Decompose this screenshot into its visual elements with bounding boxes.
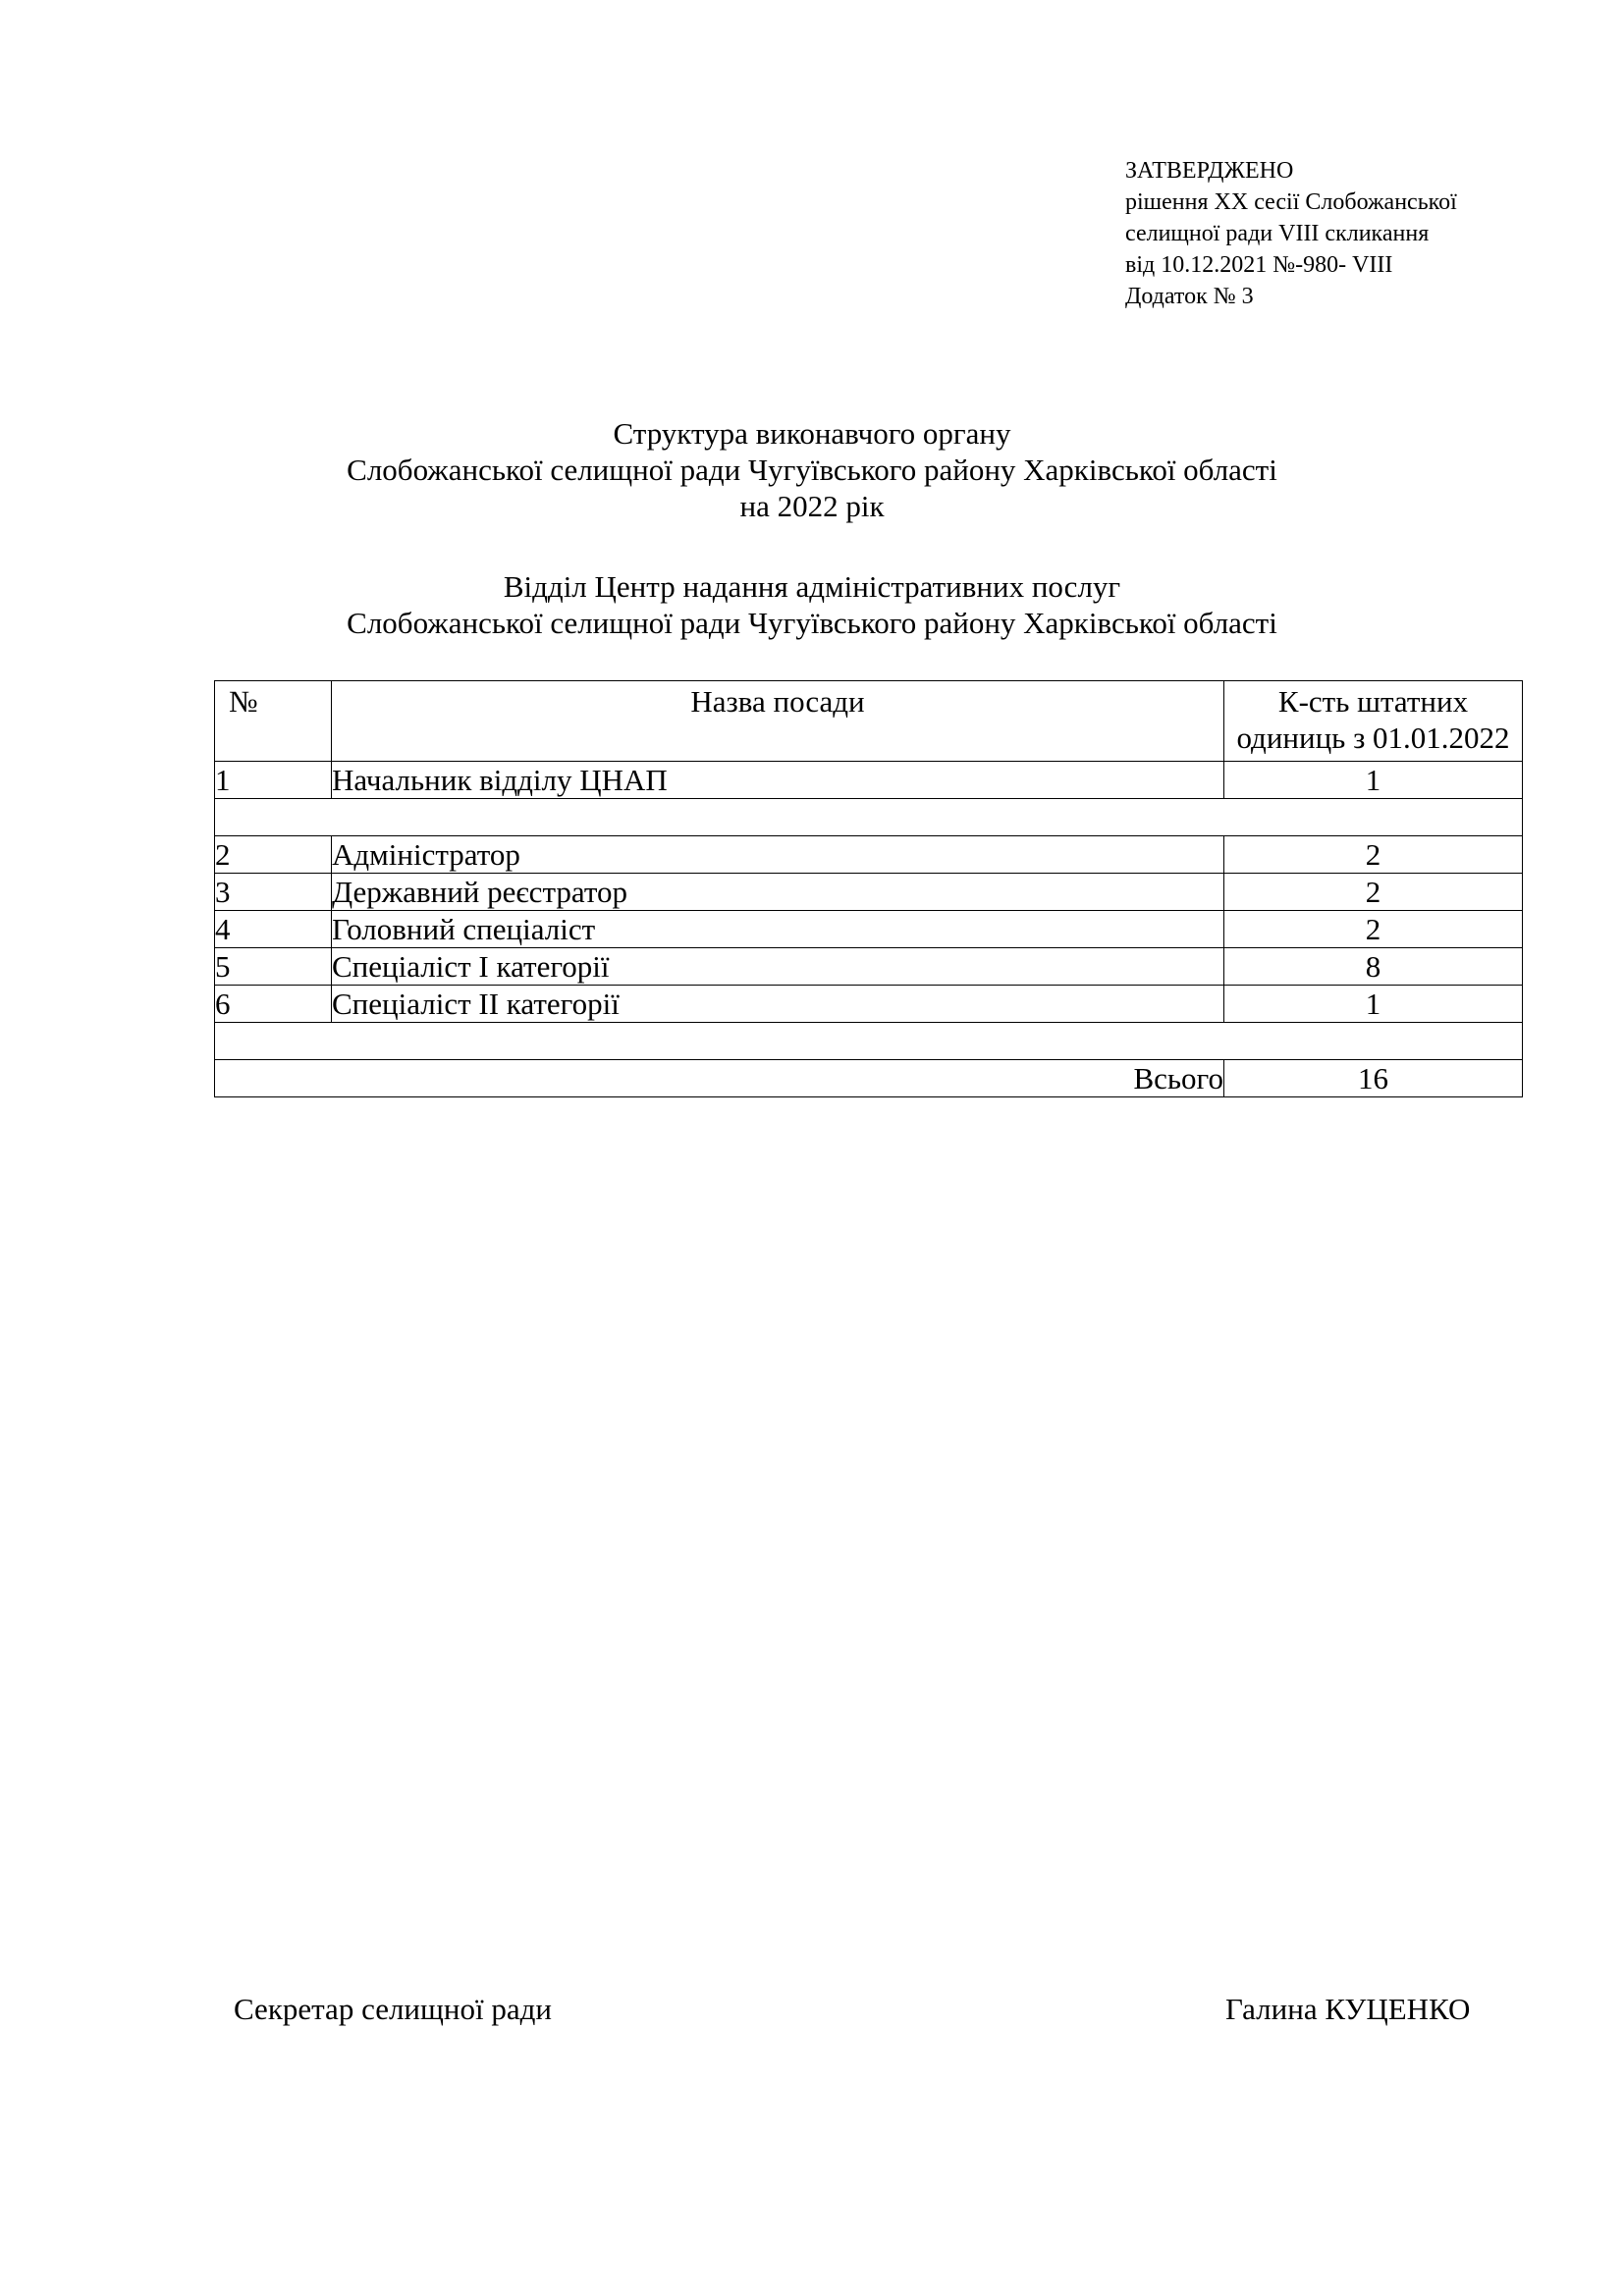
row-position: Головний спеціаліст — [332, 911, 1224, 948]
approval-stamp — [1125, 155, 1457, 312]
table-blank-row — [215, 799, 1523, 836]
header-staff-count-line-2: одиниць з 01.01.2022 — [1236, 721, 1510, 755]
approval-decision: рішення XX сесії Слобожанської — [1125, 189, 1457, 215]
row-number: 6 — [215, 986, 332, 1023]
table-row — [215, 762, 1523, 799]
row-count: 2 — [1224, 911, 1523, 948]
table-row — [215, 986, 1523, 1023]
department-title — [0, 568, 1624, 641]
row-count: 2 — [1224, 836, 1523, 874]
row-number: 2 — [215, 836, 332, 874]
table-row — [215, 911, 1523, 948]
table-row — [215, 836, 1523, 874]
table-blank-row — [215, 1023, 1523, 1060]
header-position-name: Назва посади — [332, 681, 1224, 762]
department-line-1: Відділ Центр надання адміністративних послуг — [503, 569, 1121, 604]
row-position: Державний реєстратор — [332, 874, 1224, 911]
table-total-row — [215, 1060, 1523, 1097]
row-position: Начальник відділу ЦНАП — [332, 762, 1224, 799]
department-line-2: Слобожанської селищної ради Чугуївського району Харківської області — [347, 606, 1277, 640]
header-number: № — [215, 681, 332, 762]
approval-date-number: від 10.12.2021 №-980- VIII — [1125, 252, 1393, 278]
staff-table — [214, 680, 1523, 1097]
row-number: 3 — [215, 874, 332, 911]
row-position: Адміністратор — [332, 836, 1224, 874]
signatory-name: Галина КУЦЕНКО — [1225, 1992, 1471, 2026]
document-title — [0, 415, 1624, 524]
row-count: 1 — [1224, 986, 1523, 1023]
row-count: 1 — [1224, 762, 1523, 799]
total-label: Всього — [215, 1060, 1224, 1097]
row-number: 1 — [215, 762, 332, 799]
row-count: 8 — [1224, 948, 1523, 986]
table-row — [215, 948, 1523, 986]
blank-cell — [215, 799, 1523, 836]
blank-cell — [215, 1023, 1523, 1060]
table-header-row — [215, 681, 1523, 762]
approval-heading: ЗАТВЕРДЖЕНО — [1125, 158, 1294, 184]
row-number: 4 — [215, 911, 332, 948]
title-line-3: на 2022 рік — [739, 489, 885, 523]
approval-appendix: Додаток № 3 — [1125, 284, 1254, 309]
header-staff-count-line-1: К-сть штатних — [1277, 684, 1469, 719]
title-line-1: Структура виконавчого органу — [613, 416, 1011, 451]
table-row — [215, 874, 1523, 911]
total-value: 16 — [1224, 1060, 1523, 1097]
title-line-2: Слобожанської селищної ради Чугуївського району Харківської області — [347, 453, 1277, 487]
approval-council: селищної ради VIII скликання — [1125, 221, 1430, 246]
signatory-position: Секретар селищної ради — [234, 1992, 552, 2026]
row-position: Спеціаліст І категорії — [332, 948, 1224, 986]
row-number: 5 — [215, 948, 332, 986]
row-count: 2 — [1224, 874, 1523, 911]
header-staff-count — [1224, 681, 1523, 762]
row-position: Спеціаліст ІІ категорії — [332, 986, 1224, 1023]
